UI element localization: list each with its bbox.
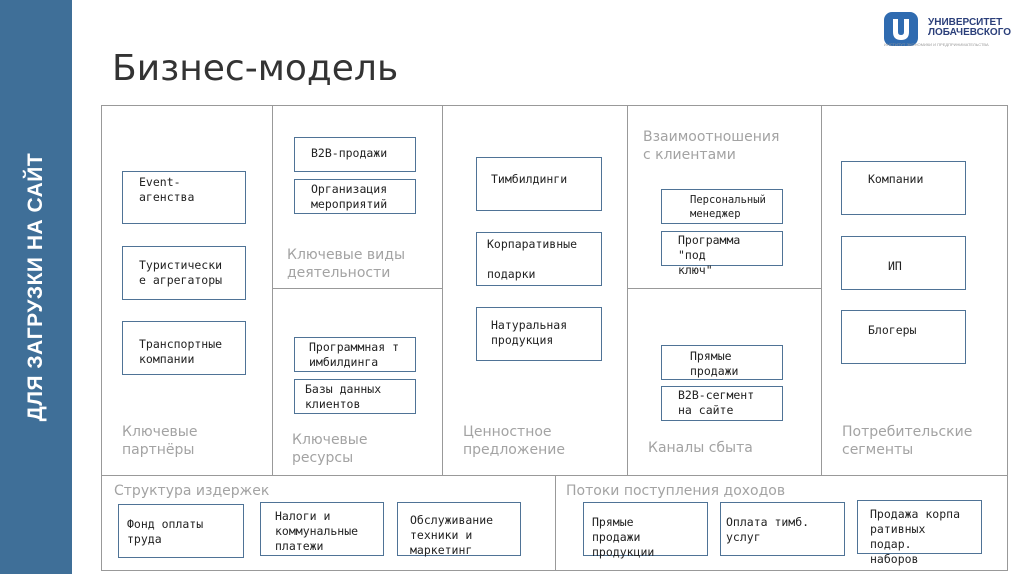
item-travel-aggregators (122, 246, 246, 300)
item-teambuilding-program (294, 337, 416, 372)
item-direct-sales (661, 345, 783, 380)
sidebar-text: ДЛЯ ЗАГРУЗКИ НА САЙТ (24, 152, 47, 422)
logo-subtitle: ИНСТИТУТ ЭКОНОМИКИ И ПРЕДПРИНИМАТЕЛЬСТВА (884, 42, 989, 47)
item-text: Оплата тимб. услуг (726, 515, 810, 544)
item-text: B2B-сегмент на сайте (678, 388, 755, 417)
item-text: Фонд оплаты труда (127, 517, 204, 546)
item-text: Обслуживание техники и маркетинг (410, 513, 494, 557)
item-natural-products (476, 307, 602, 361)
logo-line-2: ЛОБАЧЕВСКОГО (928, 27, 1012, 38)
university-logo (884, 12, 1019, 50)
label-line: деятельности (287, 265, 391, 281)
item-personal-manager (661, 189, 783, 224)
item-text: Натуральная продукция (491, 318, 568, 347)
item-text: Персональный менеджер (690, 194, 766, 220)
item-text: Прямые продажи продукции (592, 515, 655, 559)
item-text: Организация мероприятий (311, 182, 388, 211)
label-line: Ценностное (463, 424, 552, 440)
item-b2b-sales (294, 137, 416, 172)
label-line: сегменты (842, 442, 914, 458)
item-text: ИП (888, 259, 902, 273)
item-event-organization (294, 179, 416, 214)
label-line: Структура издержек (114, 483, 270, 499)
item-teambuildings (476, 157, 602, 211)
label-line: Ключевые (292, 432, 368, 448)
item-text: Компании (868, 172, 924, 186)
label-revenue-streams (566, 482, 785, 500)
item-b2b-segment (661, 386, 783, 421)
item-corporate-gifts (476, 232, 602, 286)
item-text: Базы данных клиентов (305, 382, 382, 411)
item-text: Налоги и коммунальные платежи (275, 509, 359, 553)
item-text: Продажа корпа ративных подар. наборов (870, 507, 961, 566)
label-line: Потребительские (842, 424, 973, 440)
item-text: Программная т имбилдинга (309, 340, 400, 369)
label-line: Ключевые виды (287, 247, 406, 263)
item-text: Прямые продажи (690, 349, 739, 378)
item-text: Туристически е агрегаторы (139, 258, 223, 287)
university-logo-icon (884, 12, 918, 46)
item-text: Тимбилдинги (491, 172, 568, 186)
label-value-proposition (463, 423, 565, 459)
label-key-partners (122, 423, 197, 459)
sidebar-banner (0, 0, 72, 574)
label-customer-segments (842, 423, 972, 459)
item-payroll-fund (118, 504, 244, 558)
item-bloggers (841, 310, 966, 364)
label-line: предложение (463, 442, 565, 458)
page-title: Бизнес-модель (112, 48, 399, 89)
item-text: Транспортные компании (139, 337, 223, 366)
label-key-activities (287, 246, 405, 282)
label-customer-relationships (643, 128, 779, 164)
item-text: Блогеры (868, 323, 917, 337)
item-text: B2B-продажи (311, 146, 388, 160)
item-text: Корпаративные подарки (487, 237, 578, 281)
item-teambuilding-services (720, 502, 845, 556)
label-line: Взаимоотношения (643, 129, 780, 145)
item-turnkey-program (661, 231, 783, 277)
label-line: Потоки поступления доходов (566, 483, 786, 499)
item-event-agencies (122, 171, 246, 224)
item-text: Event- агенства (139, 175, 195, 204)
item-transport-companies (122, 321, 246, 375)
label-line: Каналы сбыта (648, 440, 753, 456)
label-line: с клиентами (643, 147, 736, 163)
label-key-resources (292, 431, 367, 467)
label-line: Ключевые (122, 424, 198, 440)
item-maintenance-marketing (397, 502, 521, 556)
label-channels (648, 439, 753, 457)
item-text: Программа "под ключ" (678, 233, 741, 277)
item-corporate-gift-sets (857, 500, 982, 566)
item-sole-proprietors (841, 236, 966, 290)
item-direct-product-sales (583, 502, 708, 559)
item-taxes-utilities (260, 502, 384, 556)
item-companies (841, 161, 966, 215)
label-line: партнёры (122, 442, 195, 458)
item-client-databases (294, 379, 416, 414)
logo-line-1: УНИВЕРСИТЕТ (928, 17, 1003, 28)
label-cost-structure (114, 482, 269, 500)
label-line: ресурсы (292, 450, 354, 466)
